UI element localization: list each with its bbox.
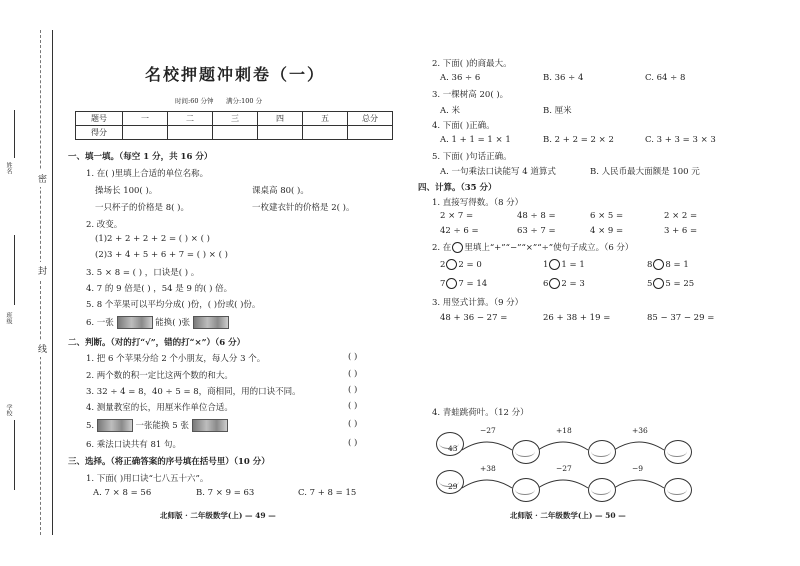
exam-score: 满分:100 分 (225, 97, 263, 105)
s1-q6[interactable] (86, 316, 229, 329)
s3-q4[interactable]: 4. 下面( )正确。 (432, 121, 495, 131)
judge-item: 4. 测量教室的长，用厘米作单位合适。 (86, 403, 233, 413)
jump-op: −27 (480, 426, 496, 435)
s1-q1c[interactable]: 一只杯子的价格是 8( )。 (95, 203, 189, 213)
judge-item-5-num: 5. (86, 421, 95, 431)
judge-answer[interactable]: ( ) (348, 438, 358, 448)
s4-q2-prefix: 2. 在 (432, 243, 452, 253)
judge-answer[interactable]: ( ) (348, 419, 358, 429)
exam-meta (175, 96, 262, 105)
judge-item: 3. 32 ÷ 4 = 8，40 ÷ 5 = 8，商相同，用的口诀不同。 (86, 387, 301, 397)
lily-pad[interactable] (512, 440, 540, 464)
score-cell[interactable] (168, 126, 213, 140)
s1-q2b[interactable]: (2)3 + 4 + 5 + 6 + 7 = ( ) × ( ) (95, 250, 228, 260)
s1-q4[interactable]: 4. 7 的 9 倍是( ) ，54 是 9 的( ) 倍。 (86, 284, 233, 294)
score-header-cell: 二 (168, 112, 213, 126)
score-header-cell: 一 (123, 112, 168, 126)
operator-circle[interactable] (549, 259, 560, 270)
op-item[interactable] (543, 278, 585, 289)
class-label: 班级 (5, 312, 12, 324)
banknote-image (192, 419, 228, 432)
option: B. 人民币最大面额是 100 元 (590, 167, 700, 177)
op-right: 5 = 25 (665, 279, 695, 289)
score-cell[interactable] (258, 126, 303, 140)
option: B. 2 + 2 = 2 × 2 (543, 135, 614, 145)
option: A. 7 × 8 = 56 (93, 488, 152, 498)
name-label: 姓名 (5, 162, 12, 174)
s1-q1b[interactable]: 课桌高 80( )。 (252, 186, 309, 196)
margin-line (52, 30, 53, 535)
banknote-image (117, 316, 153, 329)
s3-q2[interactable]: 2. 下面( )的商最大。 (432, 59, 512, 69)
binding-margin (0, 0, 60, 566)
school-line[interactable] (14, 420, 15, 490)
banknote-image (193, 316, 229, 329)
op-right: 1 = 1 (561, 260, 585, 270)
s1-q1: 1. 在( )里填上合适的单位名称。 (86, 169, 209, 179)
judge-item (86, 419, 228, 432)
banknote-image (97, 419, 133, 432)
s3-q1[interactable]: 1. 下面( )用口诀“七八五十六”。 (86, 474, 209, 484)
score-cell[interactable] (123, 126, 168, 140)
circle-icon (452, 242, 463, 253)
exam-time: 时间:60 分钟 (175, 97, 214, 105)
score-cell[interactable] (303, 126, 348, 140)
vertical-calc[interactable]: 48 + 36 − 27 = (440, 313, 508, 323)
lily-pad[interactable] (588, 478, 616, 502)
calc-item[interactable]: 6 × 5 = (590, 211, 624, 221)
op-right: 2 = 0 (458, 260, 482, 270)
section4-heading: 四、计算。（35 分） (418, 183, 497, 193)
operator-circle[interactable] (446, 259, 457, 270)
judge-item-5-text: 一张能换 5 张 (135, 421, 189, 431)
option: A. 米 (440, 106, 461, 116)
op-right: 8 = 1 (665, 260, 689, 270)
jump-op: −27 (556, 464, 572, 473)
option: A. 一句乘法口诀能写 4 道算式 (440, 167, 556, 177)
op-item[interactable] (647, 259, 689, 270)
option: C. 7 + 8 = 15 (298, 488, 357, 498)
jump-op: −9 (632, 464, 644, 473)
judge-answer[interactable]: ( ) (348, 369, 358, 379)
vertical-calc[interactable]: 26 + 38 + 19 = (543, 313, 611, 323)
name-line[interactable] (14, 110, 15, 158)
option: C. 64 ÷ 8 (645, 73, 686, 83)
page-title: 名校押题冲刺卷（一） (145, 65, 326, 84)
lily-pad[interactable] (588, 440, 616, 464)
score-table-row (76, 126, 393, 140)
calc-item[interactable]: 3 + 6 = (664, 226, 698, 236)
score-table-header (76, 112, 393, 126)
s3-q5[interactable]: 5. 下面( )句话正确。 (432, 152, 512, 162)
s1-q2a[interactable]: (1)2 + 2 + 2 + 2 = ( ) × ( ) (95, 234, 210, 244)
seal-xian: 线 (38, 340, 47, 357)
s4-q3: 3. 用竖式计算。（9 分） (432, 298, 524, 308)
s1-q1a[interactable]: 操场长 100( )。 (95, 186, 158, 196)
section1-heading: 一、填一填。（每空 1 分，共 16 分） (68, 152, 213, 162)
judge-answer[interactable]: ( ) (348, 401, 358, 411)
op-item[interactable] (647, 278, 694, 289)
op-item[interactable] (440, 278, 487, 289)
score-cell[interactable] (213, 126, 258, 140)
jump-op: +36 (632, 426, 648, 435)
s4-q2-suffix: 里填上“+”“−”“×”“÷”使句子成立。（6 分） (464, 243, 634, 253)
class-line[interactable] (14, 235, 15, 305)
option: B. 厘米 (543, 106, 572, 116)
judge-item: 1. 把 6 个苹果分给 2 个小朋友，每人分 3 个。 (86, 354, 266, 364)
score-header-cell: 三 (213, 112, 258, 126)
option: B. 36 ÷ 4 (543, 73, 584, 83)
s1-q5[interactable]: 5. 8 个苹果可以平均分成( )份，( )份或( )份。 (86, 300, 261, 310)
section3-heading: 三、选择。（将正确答案的序号填在括号里）（10 分） (68, 457, 270, 467)
score-header-cell: 题号 (76, 112, 123, 126)
op-left: 5 (647, 279, 653, 289)
judge-answer[interactable]: ( ) (348, 352, 358, 362)
judge-item: 6. 乘法口诀共有 81 句。 (86, 440, 182, 450)
calc-item[interactable]: 63 ÷ 7 = (517, 226, 556, 236)
option: B. 7 × 9 = 63 (196, 488, 255, 498)
jump-op: +18 (556, 426, 572, 435)
calc-item[interactable]: 48 ÷ 8 = (517, 211, 556, 221)
option: C. 3 + 3 = 3 × 3 (645, 135, 716, 145)
lily-pad[interactable] (664, 478, 692, 502)
score-table (75, 111, 393, 140)
judge-answer[interactable]: ( ) (348, 385, 358, 395)
vertical-calc[interactable]: 85 − 37 − 29 = (647, 313, 715, 323)
score-cell[interactable] (348, 126, 393, 140)
score-row-label: 得分 (76, 126, 123, 140)
op-right: 7 = 14 (458, 279, 488, 289)
footer-right: 北师版 · 二年级数学(上) — 50 — (510, 511, 626, 520)
op-left: 7 (440, 279, 446, 289)
lily-pad[interactable] (664, 440, 692, 464)
s1-q1d[interactable]: 一枚建衣针的价格是 2( )。 (252, 203, 355, 213)
op-left: 6 (543, 279, 549, 289)
option: A. 36 ÷ 6 (440, 73, 481, 83)
s1-q6-mid: 能换( )张 (155, 318, 191, 328)
seal-mi: 密 (38, 170, 47, 187)
op-left: 2 (440, 260, 446, 270)
frog-row-2 (430, 462, 720, 502)
cut-line (40, 30, 41, 535)
calc-item[interactable]: 2 × 2 = (664, 211, 698, 221)
frog-row-1 (430, 424, 720, 464)
operator-circle[interactable] (549, 278, 560, 289)
operator-circle[interactable] (446, 278, 457, 289)
s4-q2 (432, 241, 633, 253)
lily-pad[interactable] (512, 478, 540, 502)
s4-q1: 1. 直接写得数。（8 分） (432, 198, 524, 208)
calc-item[interactable]: 2 × 7 = (440, 211, 474, 221)
footer-left: 北师版 · 二年级数学(上) — 49 — (160, 511, 276, 520)
seal-feng: 封 (38, 262, 47, 279)
s3-q3[interactable]: 3. 一棵树高 20( )。 (432, 90, 509, 100)
jump-op: +38 (480, 464, 496, 473)
operator-circle[interactable] (653, 278, 664, 289)
calc-item[interactable]: 42 ÷ 6 = (440, 226, 479, 236)
calc-item[interactable]: 4 × 9 = (590, 226, 624, 236)
s1-q2: 2. 改变。 (86, 220, 123, 230)
school-label: 学校 (5, 404, 12, 416)
op-left: 8 (647, 260, 653, 270)
judge-item: 2. 两个数的积一定比这两个数的和大。 (86, 371, 233, 381)
op-right: 2 = 3 (561, 279, 585, 289)
operator-circle[interactable] (653, 259, 664, 270)
frog-start: 29 (448, 482, 458, 491)
option: A. 1 + 1 = 1 × 1 (440, 135, 511, 145)
section2-heading: 二、判断。（对的打“√”，错的打“×”）（6 分） (68, 338, 246, 348)
s1-q3[interactable]: 3. 5 × 8 = ( ) ，口诀是( ) 。 (86, 268, 200, 278)
op-left: 1 (543, 260, 549, 270)
frog-start: 43 (448, 444, 458, 453)
s1-q6-prefix: 6. 一张 (86, 318, 114, 328)
op-item[interactable] (543, 259, 585, 270)
score-header-cell: 四 (258, 112, 303, 126)
s4-q4: 4. 青蛙跳荷叶。（12 分） (432, 408, 529, 418)
op-item[interactable] (440, 259, 482, 270)
score-header-cell: 总分 (348, 112, 393, 126)
score-header-cell: 五 (303, 112, 348, 126)
